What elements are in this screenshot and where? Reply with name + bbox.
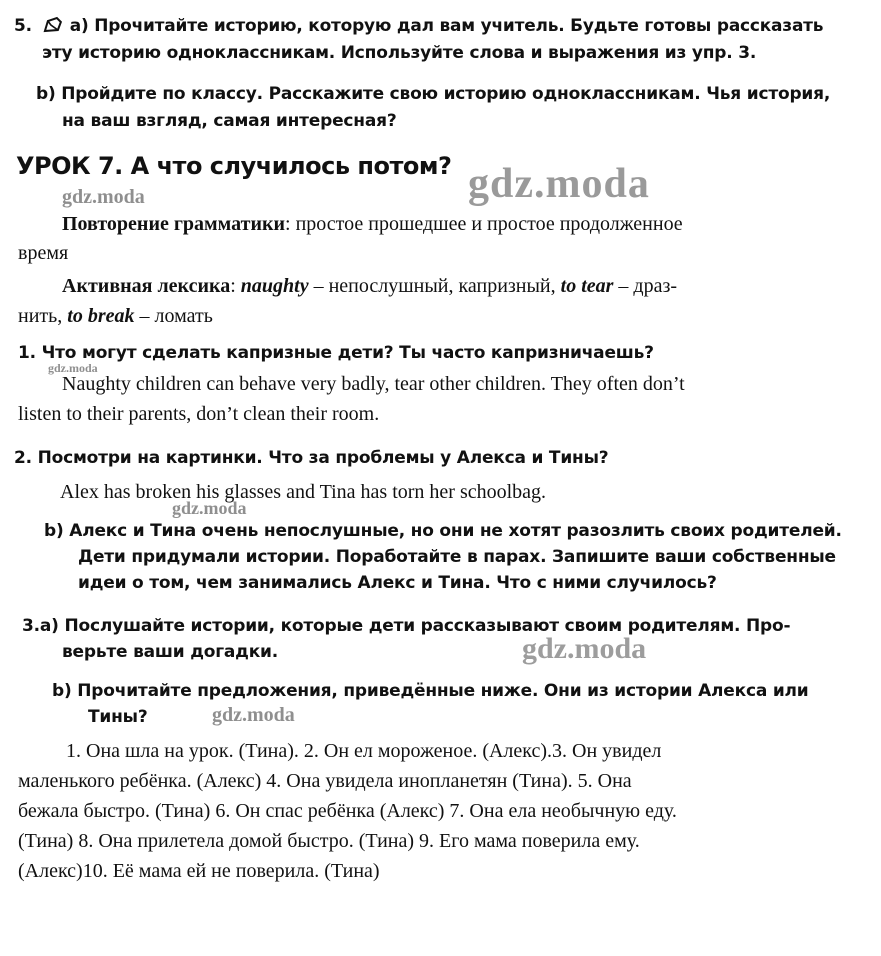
answer-3-line1: 1. Она шла на урок. (Тина). 2. Он ел мороженое. (Алекс).3. Он увидел xyxy=(66,740,662,762)
grammar-review xyxy=(62,210,683,239)
question-2b-line2: Дети придумали истории. Поработайте в парах. Запишите ваши собственные xyxy=(78,547,836,567)
answer-1-cont xyxy=(18,400,379,429)
exercise-5b-line2: на ваш взгляд, самая интересная? xyxy=(62,111,397,131)
answer-2: Alex has broken his glasses and Tina has torn her schoolbag. xyxy=(60,481,547,503)
pencil-icon xyxy=(42,16,64,42)
question-3b-line1: b) Прочитайте предложения, приведённые ниже. Они из истории Алекса или xyxy=(52,681,809,701)
question-3-b xyxy=(52,679,809,704)
vocab-separator: : xyxy=(230,275,241,297)
answer-3-cont2 xyxy=(18,797,677,826)
answer-3-line2: маленького ребёнка. (Алекс) 4. Она увидела инопланетян (Тина). 5. Она xyxy=(18,770,632,792)
question-3b-line2: Тины? xyxy=(88,707,148,727)
question-3a-line2: верьте ваши догадки. xyxy=(62,642,279,662)
exercise-5b-line1: b) Пройдите по классу. Расскажите свою историю одноклассникам. Чья история, xyxy=(36,84,831,104)
question-3-a-cont xyxy=(62,640,278,665)
question-2: 2. Посмотри на картинки. Что за проблемы у Алекса и Тины? xyxy=(14,448,609,468)
watermark-medium: gdz.moda xyxy=(522,632,647,665)
question-3-b-cont xyxy=(88,705,148,730)
question-3a-line1: 3.a) Послушайте истории, которые дети рассказывают своим родителям. Про- xyxy=(22,616,791,636)
answer-3-line3: бежала быстро. (Тина) 6. Он спас ребёнка (Алекс) 7. Она ела необычную еду. xyxy=(18,800,677,822)
active-vocabulary xyxy=(62,272,677,301)
answer-1-line2: listen to their parents, don’t clean their room. xyxy=(18,403,380,425)
exercise-5-a-cont xyxy=(42,41,756,66)
answer-3-line5: (Алекс)10. Её мама ей не поверила. (Тина) xyxy=(18,860,380,882)
question-2-b xyxy=(44,519,842,544)
watermark-tiny: gdz.moda xyxy=(48,361,98,375)
exercise-5a-line1: a) Прочитайте историю, которую дал вам учитель. Будьте готовы рассказать xyxy=(69,16,824,36)
vocab-label: Активная лексика xyxy=(62,275,231,297)
answer-3-cont1 xyxy=(18,767,632,796)
vocab-word-naughty: naughty xyxy=(240,275,309,297)
grammar-label: Повторение грамматики xyxy=(62,213,286,235)
question-2b-line3: идеи о том, чем занимались Алекс и Тина. Что с ними случилось? xyxy=(78,573,717,593)
question-3-a xyxy=(22,614,790,639)
exercise-5-a xyxy=(14,14,877,42)
vocab-word-break: to break xyxy=(67,305,135,327)
answer-3-cont4 xyxy=(18,857,380,886)
lesson-title: УРОК 7. А что случилось потом? xyxy=(16,152,452,180)
vocab-word-tear: to tear xyxy=(560,275,614,297)
exercise-5-b-cont xyxy=(62,109,397,134)
question-2-b-cont1 xyxy=(78,545,836,570)
watermark-large: gdz.moda xyxy=(468,161,650,207)
answer-3-line4: (Тина) 8. Она прилетела домой быстро. (Тина) 9. Его мама поверила ему. xyxy=(18,830,640,852)
grammar-text: : простое прошедшее и простое продолженное xyxy=(285,213,683,235)
answer-1-line1: Naughty children can behave very badly, tear other children. They often don’t xyxy=(62,373,685,395)
question-2b-line1: b) Алекс и Тина очень непослушные, но они не хотят разозлить своих родителей. xyxy=(44,521,842,541)
watermark-small: gdz.moda xyxy=(172,498,247,518)
grammar-text-cont: время xyxy=(18,242,69,264)
vocab-def-naughty: – непослушный, капризный, xyxy=(308,275,561,297)
grammar-review-cont xyxy=(18,239,68,268)
exercise-5a-line2: эту историю одноклассникам. Используйте слова и выражения из упр. 3. xyxy=(42,43,757,63)
exercise-5-b xyxy=(36,82,830,107)
vocab-def-tear-cont: нить, xyxy=(18,305,68,327)
exercise-number: 5. xyxy=(14,16,32,36)
vocab-def-tear: – драз- xyxy=(613,275,678,297)
question-1: 1. Что могут сделать капризные дети? Ты часто капризничаешь? xyxy=(18,343,654,363)
vocab-def-break: – ломать xyxy=(134,305,213,327)
active-vocabulary-cont xyxy=(18,302,213,331)
watermark-small: gdz.moda xyxy=(62,186,145,208)
answer-3 xyxy=(66,737,661,766)
watermark-small: gdz.moda xyxy=(212,704,295,726)
answer-1 xyxy=(62,370,685,399)
question-2-b-cont2 xyxy=(78,571,717,596)
answer-3-cont3 xyxy=(18,827,640,856)
